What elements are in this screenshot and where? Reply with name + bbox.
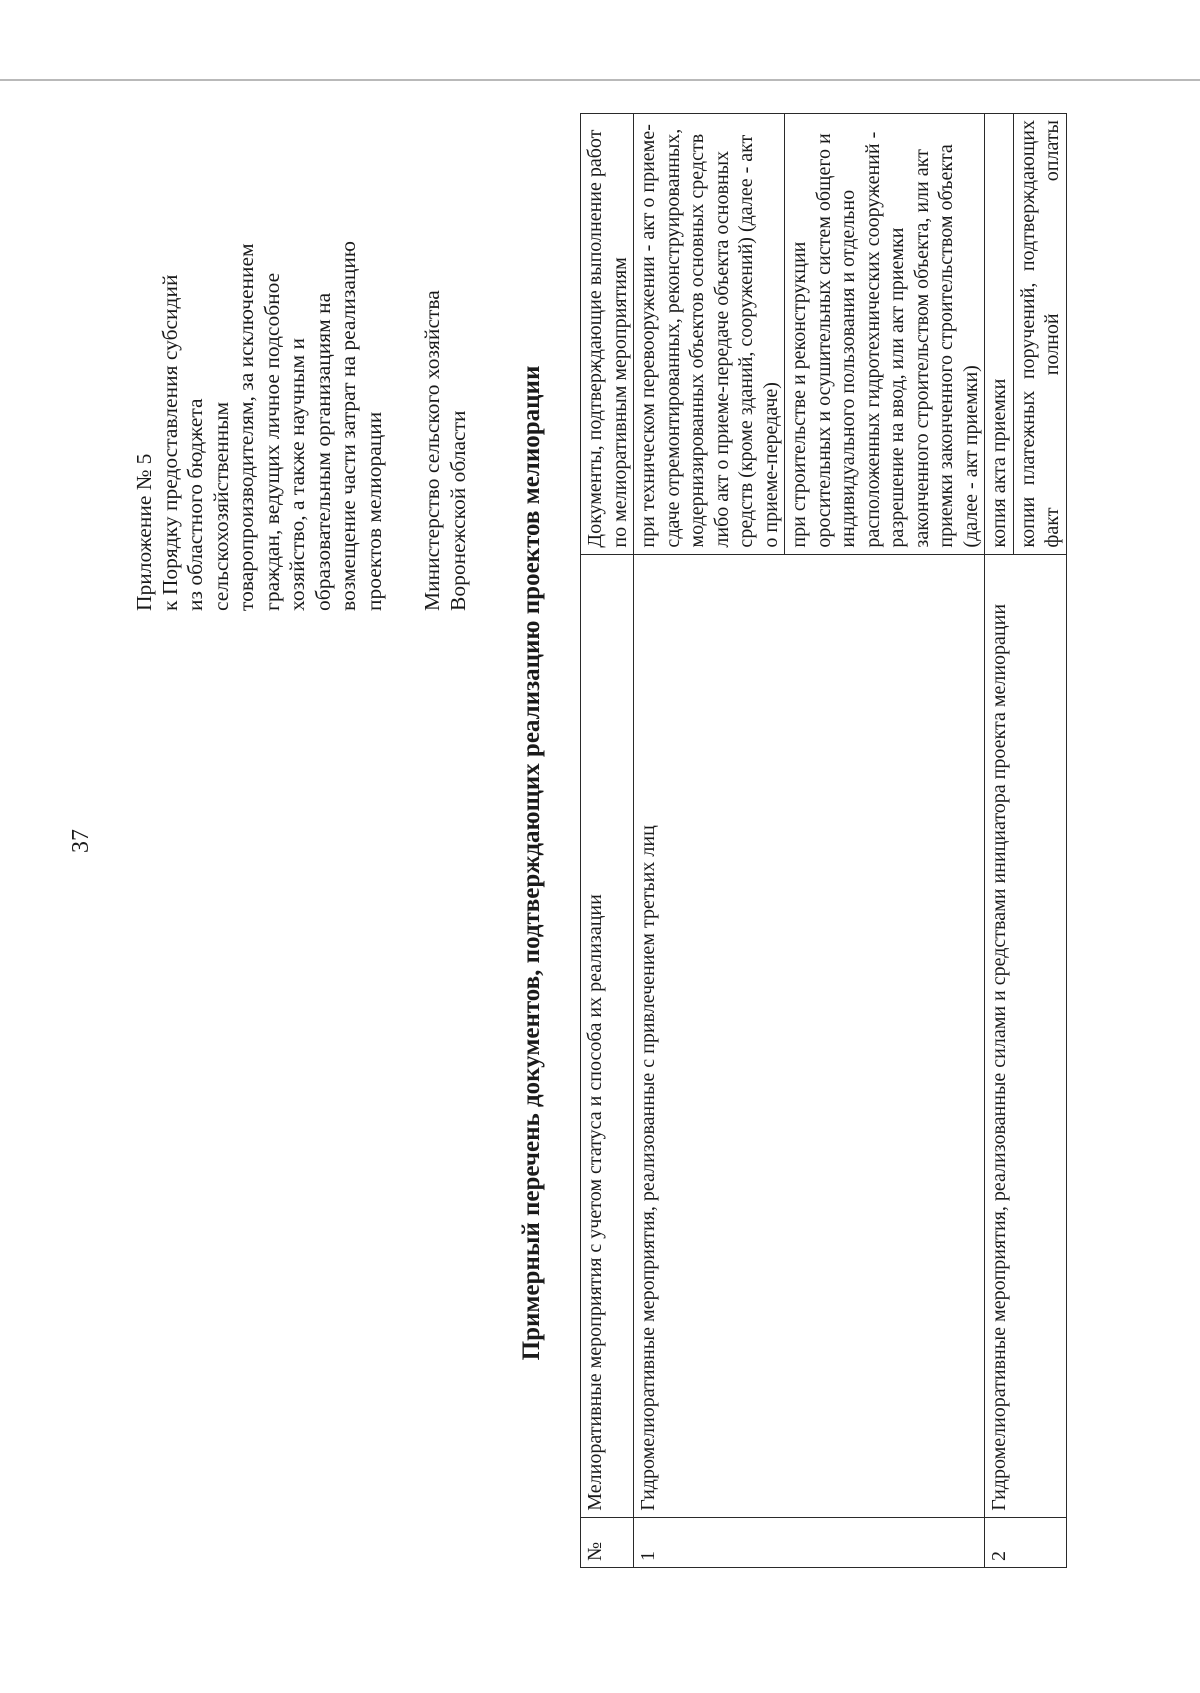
appendix-line: образовательным организациям на (310, 292, 335, 611)
row-number: 1 (634, 1517, 985, 1567)
header-documents: Документы, подтверждающие выполнение работ по мелиоративным мероприятиям (581, 114, 634, 555)
appendix-line: из областного бюджета (183, 398, 207, 611)
appendix-line: сельскохозяйственным (208, 401, 233, 611)
header-activity: Мелиоративные мероприятия с учетом статуса и способа их реализации (581, 554, 634, 1517)
header-number: № (581, 1517, 634, 1567)
appendix-line: граждан, ведущих личное подсобное (259, 272, 284, 611)
row-activity: Гидромелиоративные мероприятия, реализованные с привлечением третьих лиц (634, 554, 985, 1517)
appendix-line: хозяйство, а также научным и (285, 337, 309, 611)
appendix-line: Приложение № 5 (132, 453, 156, 611)
table-row (634, 114, 785, 1568)
row-document: копии платежных поручений, подтверждающих факт полной оплаты (1013, 114, 1066, 555)
row-document: при техническом перевооружении - акт о приеме-сдаче отремонтированных, реконструированных, модернизированных объектов основных средств либо акт о приеме-передаче объекта основных средств (кроме зданий, сооружений) (далее - акт о приеме-передаче) (634, 114, 785, 555)
documents-table (580, 113, 1067, 1568)
ministry-line: Воронежской области (445, 410, 470, 611)
appendix-line: товаропроизводителям, за исключением (234, 243, 258, 611)
row-number: 2 (985, 1517, 1067, 1567)
appendix-line: возмещение части затрат на реализацию (336, 241, 360, 611)
ministry-block (420, 91, 471, 611)
appendix-line: к Порядку предоставления субсидий (157, 274, 182, 611)
row-document: при строительстве и реконструкции оросительных и осушительных систем общего и индивидуального пользования и отдельно расположенных гидротехнических сооружений - разрешение на ввод, или акт приемки законченного строительством объекта, или акт приемки законченного строительством объекта (далее - акт приемки) (785, 114, 985, 555)
appendix-header (132, 91, 387, 611)
table-row (985, 114, 1014, 1568)
ministry-line: Министерство сельского хозяйства (420, 290, 444, 611)
appendix-line: проектов мелиорации (361, 411, 386, 611)
row-activity: Гидромелиоративные мероприятия, реализованные силами и средствами инициатора проекта мелиорации (985, 554, 1067, 1517)
scan-edge-line (0, 79, 1200, 81)
table-header-row (581, 114, 634, 1568)
page-number: 37 (68, 829, 94, 853)
document-title: Примерный перечень документов, подтверждающих реализацию проектов мелиорации (518, 365, 545, 1361)
row-document: копия акта приемки (985, 114, 1014, 555)
